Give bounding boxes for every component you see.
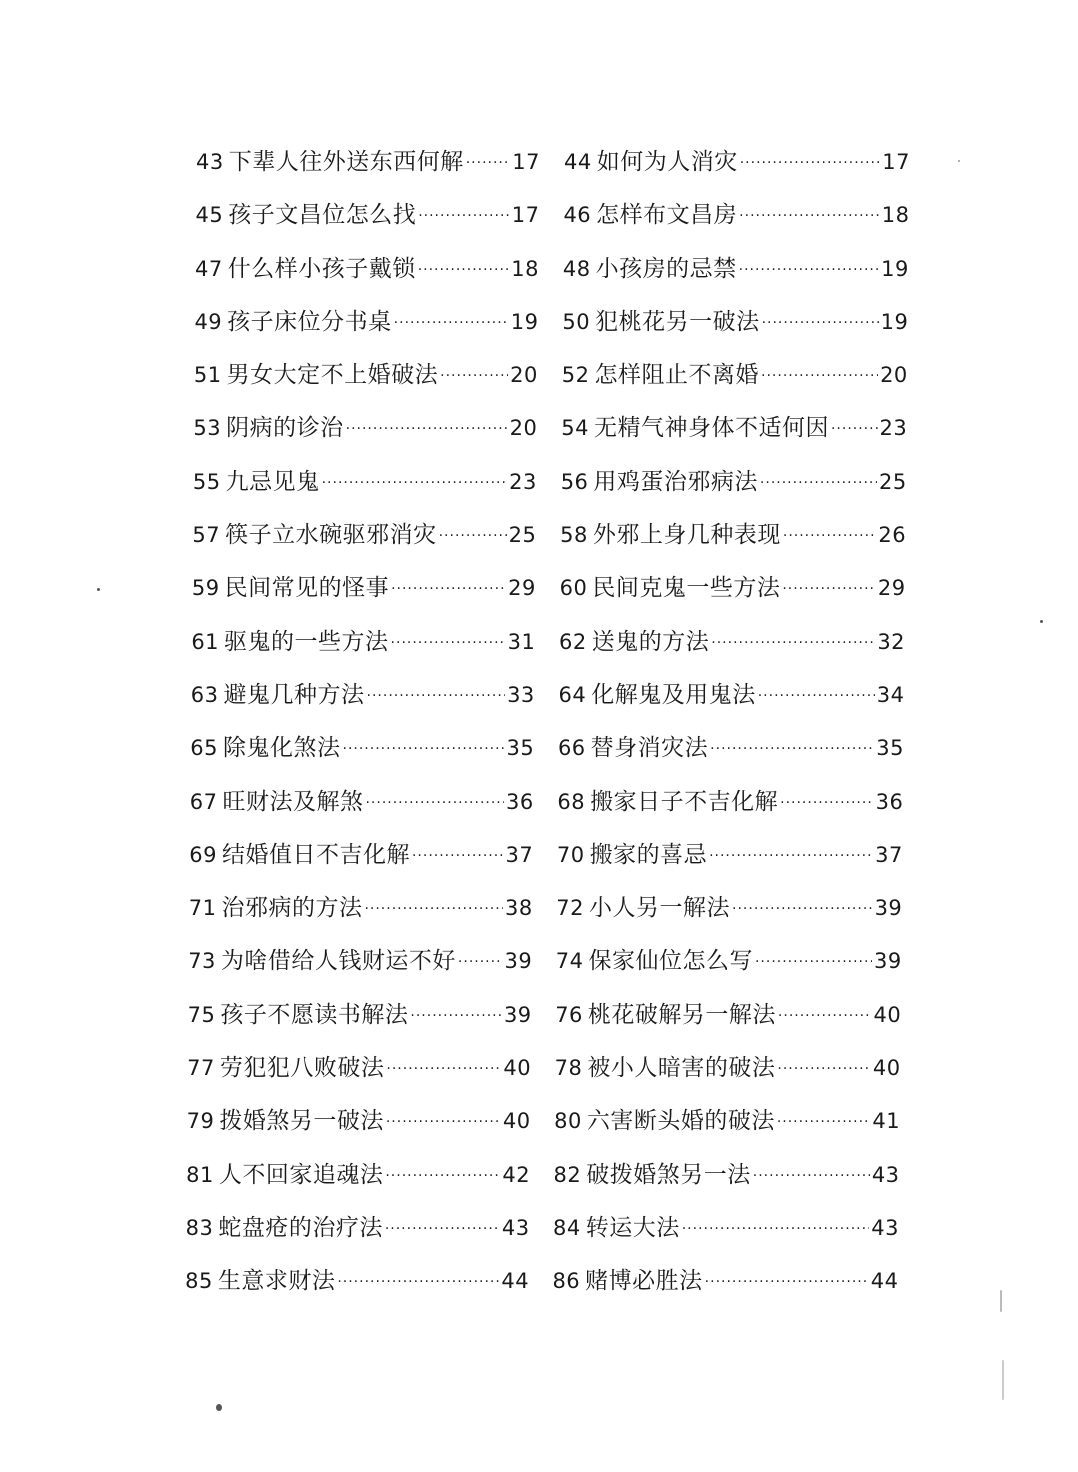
toc-row <box>0 1259 1078 1312</box>
toc-entry-title: 犯桃花另一破法 <box>595 308 760 335</box>
toc-entry-number: 82 <box>553 1162 582 1187</box>
toc-entry-title: 九忌见鬼 <box>225 468 320 495</box>
toc-dot-leader <box>412 834 504 878</box>
toc-entry-page: 35 <box>506 736 535 761</box>
toc-entry-page: 34 <box>876 682 905 707</box>
toc-entry <box>555 993 901 1040</box>
toc-entry <box>196 140 540 187</box>
toc-dot-leader <box>365 781 504 825</box>
toc-entry-title: 男女大定不上婚破法 <box>226 362 439 389</box>
toc-dot-leader <box>418 194 510 238</box>
toc-entry-number: 86 <box>552 1269 581 1294</box>
toc-entry-number: 79 <box>186 1109 215 1134</box>
toc-row <box>0 780 1078 833</box>
toc-dot-leader <box>739 248 880 292</box>
scan-speck <box>97 588 100 591</box>
toc-entry-title: 民间常见的怪事 <box>224 575 390 602</box>
toc-entry-title: 劳犯犯八败破法 <box>219 1055 385 1082</box>
toc-entry-number: 47 <box>194 256 223 281</box>
toc-dot-leader <box>705 1260 869 1304</box>
toc-dot-leader <box>458 940 503 984</box>
toc-dot-leader <box>364 887 503 931</box>
toc-entry-page: 23 <box>879 416 908 441</box>
toc-entry-number: 50 <box>562 309 591 334</box>
toc-entry-page: 20 <box>509 416 538 441</box>
toc-entry-page: 18 <box>881 203 910 228</box>
toc-entry <box>561 460 907 507</box>
toc-entry-page: 31 <box>507 629 536 654</box>
toc-entry <box>554 1153 900 1200</box>
toc-entry <box>557 833 903 880</box>
toc-dot-leader <box>758 674 875 718</box>
toc-dot-leader <box>739 194 880 238</box>
toc-entry-page: 40 <box>503 1056 532 1081</box>
toc-entry <box>554 1099 900 1146</box>
toc-row <box>0 1206 1078 1259</box>
toc-entry-title: 阴病的诊治 <box>226 415 344 442</box>
toc-entry-page: 25 <box>508 523 537 548</box>
toc-entry <box>189 886 533 933</box>
toc-dot-leader <box>322 461 508 505</box>
toc-entry-page: 41 <box>872 1109 901 1134</box>
toc-entry-number: 60 <box>559 576 588 601</box>
toc-entry <box>185 1259 529 1306</box>
toc-row <box>0 620 1078 673</box>
toc-entry <box>188 993 532 1040</box>
toc-entry <box>555 1046 901 1093</box>
toc-entry-number: 53 <box>193 416 222 441</box>
toc-dot-leader <box>709 834 873 878</box>
toc-entry-title: 送鬼的方法 <box>591 628 710 655</box>
toc-entry-page: 44 <box>501 1269 530 1294</box>
toc-entry-number: 78 <box>554 1056 583 1081</box>
toc-row <box>0 1153 1078 1206</box>
toc-row <box>0 1099 1078 1152</box>
toc-entry <box>557 780 903 827</box>
toc-entry-page: 17 <box>511 203 540 228</box>
toc-row <box>0 886 1078 939</box>
toc-entry <box>193 460 537 507</box>
scan-speck <box>1040 620 1043 623</box>
toc-entry <box>564 140 910 187</box>
toc-entry-number: 71 <box>188 896 217 921</box>
toc-entry-number: 62 <box>559 629 587 654</box>
toc-row <box>0 566 1078 619</box>
toc-entry-title: 怎样布文昌房 <box>596 202 738 229</box>
toc-entry-page: 36 <box>506 789 534 814</box>
toc-entry-page: 20 <box>880 363 908 388</box>
toc-entry-number: 54 <box>561 416 589 441</box>
toc-entry <box>188 939 532 986</box>
toc-entry-number: 55 <box>192 469 221 494</box>
toc-entry-page: 23 <box>509 469 537 494</box>
toc-dot-leader <box>418 248 510 292</box>
toc-entry-page: 19 <box>881 256 909 281</box>
toc-entry-page: 18 <box>511 256 539 281</box>
toc-dot-leader <box>782 567 876 611</box>
toc-entry <box>191 673 535 720</box>
toc-entry-title: 桃花破解另一解法 <box>587 1001 776 1028</box>
toc-entry-number: 67 <box>189 789 218 814</box>
toc-entry-title: 被小人暗害的破法 <box>587 1055 776 1082</box>
toc-entry-page: 42 <box>502 1162 531 1187</box>
toc-dot-leader <box>367 674 506 718</box>
toc-entry-title: 结婚值日不吉化解 <box>221 841 410 868</box>
toc-entry-number: 66 <box>557 736 586 761</box>
toc-row <box>0 513 1078 566</box>
toc-entry <box>191 620 535 667</box>
toc-entry-title: 破拨婚煞另一法 <box>586 1161 751 1188</box>
toc-entry-page: 43 <box>871 1215 899 1240</box>
toc-row <box>0 833 1078 886</box>
toc-dot-leader <box>385 1207 500 1251</box>
toc-dot-leader <box>755 940 872 984</box>
toc-entry-number: 46 <box>563 203 592 228</box>
toc-entry-title: 外邪上身几种表现 <box>592 522 781 549</box>
toc-entry-page: 26 <box>878 523 907 548</box>
toc-entry <box>563 193 909 240</box>
scan-speck <box>216 1404 222 1411</box>
toc-row <box>0 939 1078 992</box>
toc-entry-title: 避鬼几种方法 <box>223 681 365 708</box>
toc-entry-page: 43 <box>501 1215 530 1240</box>
toc-entry-page: 39 <box>874 896 903 921</box>
toc-entry-page: 40 <box>872 1056 901 1081</box>
toc-entry-page: 17 <box>512 150 540 174</box>
toc-dot-leader <box>394 301 509 345</box>
toc-entry-number: 48 <box>562 256 591 281</box>
toc-entry-title: 旺财法及解煞 <box>222 788 364 815</box>
toc-entry-title: 六害断头婚的破法 <box>586 1108 775 1135</box>
toc-entry-number: 81 <box>186 1162 214 1187</box>
toc-entry-title: 驱鬼的一些方法 <box>224 628 389 655</box>
toc-entry-number: 56 <box>560 469 589 494</box>
toc-dot-leader <box>777 1100 871 1144</box>
toc-entry-page: 39 <box>504 949 533 974</box>
toc-entry-number: 45 <box>195 203 224 228</box>
toc-entry-title: 转运大法 <box>585 1214 680 1241</box>
toc-entry-title: 孩子文昌位怎么找 <box>228 202 417 229</box>
toc-dot-leader <box>346 407 508 451</box>
toc-dot-leader <box>783 514 877 558</box>
toc-entry-page: 32 <box>877 629 906 654</box>
toc-entry <box>560 566 906 613</box>
toc-entry-number: 76 <box>555 1002 583 1027</box>
toc-dot-leader <box>732 887 873 931</box>
toc-entry-page: 36 <box>875 789 904 814</box>
toc-entry <box>552 1259 898 1306</box>
toc-entry <box>561 406 907 453</box>
toc-entry-title: 下辈人往外送东西何解 <box>228 149 464 175</box>
toc-entry-page: 40 <box>502 1109 531 1134</box>
toc-entry <box>559 620 905 667</box>
toc-entry-title: 孩子不愿读书解法 <box>220 1001 409 1028</box>
toc-entry-title: 搬家的喜忌 <box>589 841 708 868</box>
toc-entry <box>186 1206 530 1253</box>
toc-entry-title: 赌博必胜法 <box>585 1268 703 1295</box>
toc-entry-number: 68 <box>557 789 586 814</box>
toc-row <box>0 353 1078 406</box>
toc-dot-leader <box>753 1154 870 1198</box>
toc-entry <box>190 780 534 827</box>
toc-row <box>0 1046 1078 1099</box>
toc-entry-page: 44 <box>870 1269 899 1294</box>
toc-row <box>0 993 1078 1046</box>
scan-speck <box>1000 1290 1002 1312</box>
toc-entry <box>194 353 538 400</box>
toc-dot-leader <box>710 727 874 771</box>
toc-dot-leader <box>440 354 508 398</box>
toc-entry-number: 85 <box>185 1269 213 1294</box>
toc-entry-number: 43 <box>196 150 224 174</box>
toc-row <box>0 300 1078 353</box>
toc-entry-number: 80 <box>554 1109 582 1134</box>
toc-entry-number: 83 <box>185 1215 214 1240</box>
toc-entry-title: 为啥借给人钱财运不好 <box>220 948 456 975</box>
toc-entry-title: 蛇盘疮的治疗法 <box>218 1214 383 1241</box>
scan-speck <box>958 160 960 162</box>
toc-entry <box>194 300 538 347</box>
toc-entry <box>186 1153 530 1200</box>
toc-entry-page: 19 <box>510 309 539 334</box>
toc-entry-title: 如何为人消灾 <box>596 149 738 175</box>
toc-entry-title: 什么样小孩子戴锁 <box>227 255 416 282</box>
toc-entry-title: 治邪病的方法 <box>221 895 363 922</box>
toc-entry-number: 77 <box>187 1056 215 1081</box>
toc-row <box>0 247 1078 300</box>
toc-entry-title: 除鬼化煞法 <box>223 735 341 762</box>
toc-row <box>0 726 1078 779</box>
toc-dot-leader <box>385 1154 500 1198</box>
toc-entry-title: 人不回家追魂法 <box>218 1161 384 1188</box>
toc-entry-page: 37 <box>505 842 534 867</box>
toc-entry-number: 73 <box>188 949 216 974</box>
toc-dot-leader <box>391 567 506 611</box>
toc-entry <box>192 566 536 613</box>
table-of-contents <box>0 140 1078 1313</box>
toc-entry-number: 65 <box>190 736 218 761</box>
toc-entry <box>553 1206 899 1253</box>
toc-entry-number: 52 <box>561 363 590 388</box>
toc-entry <box>558 726 904 773</box>
toc-dot-leader <box>337 1260 499 1304</box>
toc-dot-leader <box>760 461 877 505</box>
toc-entry-number: 84 <box>553 1215 581 1240</box>
toc-entry-title: 拨婚煞另一破法 <box>219 1108 384 1135</box>
toc-entry-page: 38 <box>504 896 533 921</box>
toc-dot-leader <box>777 1047 871 1091</box>
toc-entry-title: 小人另一解法 <box>589 895 731 922</box>
toc-entry <box>190 726 534 773</box>
toc-dot-leader <box>410 994 502 1038</box>
toc-dot-leader <box>682 1207 870 1251</box>
toc-entry <box>560 513 906 560</box>
toc-dot-leader <box>343 727 505 771</box>
toc-entry-title: 筷子立水碗驱邪消灾 <box>225 522 437 549</box>
toc-dot-leader <box>740 141 881 185</box>
toc-entry <box>556 886 902 933</box>
toc-row <box>0 460 1078 513</box>
toc-entry <box>189 833 533 880</box>
toc-entry <box>562 300 908 347</box>
toc-entry-number: 44 <box>564 150 592 174</box>
toc-entry-title: 小孩房的忌禁 <box>595 255 737 282</box>
toc-entry-page: 43 <box>871 1162 900 1187</box>
scan-speck <box>1002 1360 1004 1400</box>
toc-entry-title: 化解鬼及用鬼法 <box>591 681 756 708</box>
toc-entry-number: 58 <box>560 523 588 548</box>
toc-entry <box>195 247 539 294</box>
toc-entry-title: 孩子床位分书桌 <box>227 308 392 335</box>
toc-dot-leader <box>386 1100 501 1144</box>
toc-entry-page: 37 <box>875 842 903 867</box>
toc-entry-page: 35 <box>876 736 904 761</box>
toc-dot-leader <box>831 407 878 451</box>
toc-entry-page: 20 <box>510 363 538 388</box>
toc-entry-title: 怎样阻止不离婚 <box>594 362 760 389</box>
toc-entry-number: 64 <box>558 682 587 707</box>
toc-entry <box>195 193 539 240</box>
toc-entry-page: 29 <box>877 576 906 601</box>
toc-entry-title: 替身消灾法 <box>590 735 709 762</box>
toc-entry-title: 无精气神身体不适何因 <box>593 415 829 442</box>
toc-entry-title: 用鸡蛋治邪病法 <box>593 468 758 495</box>
toc-entry <box>563 247 909 294</box>
toc-dot-leader <box>762 301 879 345</box>
toc-entry-number: 70 <box>556 842 585 867</box>
toc-dot-leader <box>761 354 878 398</box>
toc-entry-number: 74 <box>555 949 584 974</box>
toc-entry-number: 49 <box>194 309 223 334</box>
toc-row <box>0 406 1078 459</box>
toc-entry-page: 39 <box>503 1002 532 1027</box>
toc-dot-leader <box>391 621 506 665</box>
toc-dot-leader <box>780 781 874 825</box>
toc-dot-leader <box>386 1047 501 1091</box>
toc-row <box>0 140 1078 193</box>
toc-entry-title: 搬家日子不吉化解 <box>590 788 779 815</box>
toc-entry-number: 63 <box>190 682 219 707</box>
toc-dot-leader <box>439 514 507 558</box>
toc-entry <box>187 1099 531 1146</box>
toc-entry <box>187 1046 531 1093</box>
toc-entry-number: 57 <box>192 523 221 548</box>
toc-row <box>0 193 1078 246</box>
toc-entry-page: 19 <box>880 309 909 334</box>
toc-entry <box>556 939 902 986</box>
toc-dot-leader <box>778 994 872 1038</box>
toc-entry <box>562 353 908 400</box>
toc-entry <box>559 673 905 720</box>
toc-entry-page: 40 <box>873 1002 902 1027</box>
toc-entry-page: 25 <box>878 469 907 494</box>
toc-entry-page: 29 <box>508 576 536 601</box>
toc-entry-number: 51 <box>193 363 222 388</box>
toc-entry-page: 39 <box>874 949 902 974</box>
toc-entry-page: 17 <box>882 150 910 174</box>
toc-entry-number: 72 <box>556 896 585 921</box>
toc-entry-number: 61 <box>191 629 220 654</box>
toc-entry-page: 33 <box>507 682 535 707</box>
toc-entry-number: 69 <box>189 842 217 867</box>
toc-entry-number: 59 <box>191 576 220 601</box>
toc-dot-leader <box>711 621 875 665</box>
toc-entry <box>192 513 536 560</box>
toc-entry-title: 民间克鬼一些方法 <box>592 575 781 602</box>
toc-entry <box>193 406 537 453</box>
toc-entry-title: 生意求财法 <box>217 1268 336 1295</box>
toc-entry-title: 保家仙位怎么写 <box>588 948 753 975</box>
toc-dot-leader <box>466 141 511 185</box>
toc-row <box>0 673 1078 726</box>
toc-entry-number: 75 <box>187 1002 216 1027</box>
